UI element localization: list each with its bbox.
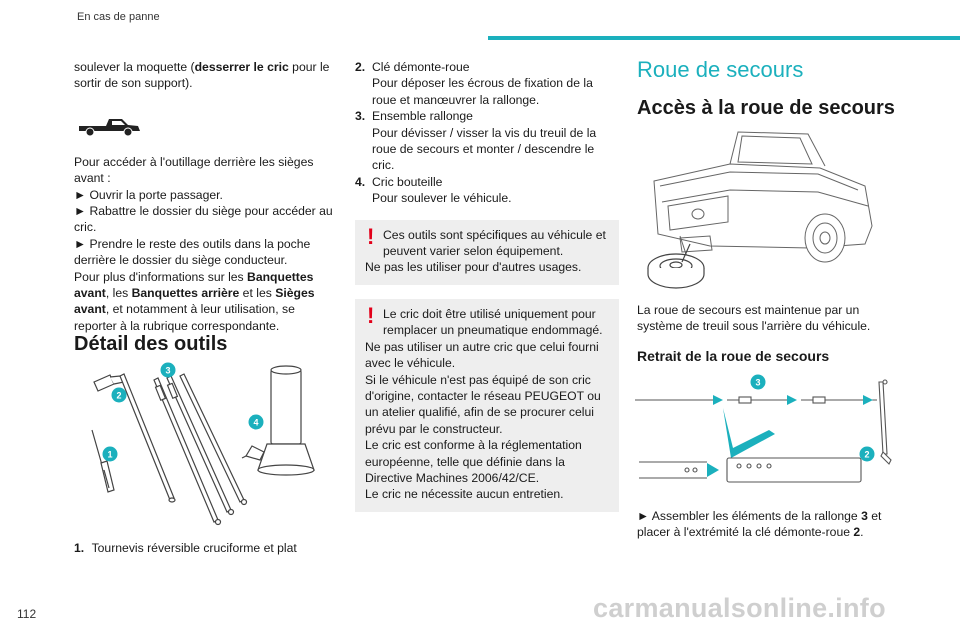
page-number: 112 bbox=[17, 607, 37, 621]
heading-tool-details: Détail des outils bbox=[74, 333, 228, 355]
arrow-icon bbox=[713, 395, 723, 405]
step-label-3 bbox=[751, 375, 766, 390]
column-2 bbox=[355, 59, 619, 512]
tool-item-4: 4. Cric bouteille Pour soulever le véhicule. bbox=[355, 174, 512, 206]
heading-spare-wheel-access: Accès à la roue de secours bbox=[637, 97, 895, 119]
access-intro: Pour accéder à l'outillage derrière les sièges avant : bbox=[74, 154, 314, 186]
tool-item-3: 3. Ensemble rallonge Pour dévisser / visser la vis du treuil de la roue de secours et monter / descendre le cric. bbox=[355, 109, 597, 173]
column-1 bbox=[74, 59, 336, 334]
tool-item-2: 2. Clé démonte-roue Pour déposer les écrous de fixation de la roue et manœuvrer la rallonge. bbox=[355, 60, 593, 107]
intro-paragraph: soulever la moquette (desserrer le cric pour le sortir de son support). bbox=[74, 60, 330, 91]
svg-text:1: 1 bbox=[107, 449, 113, 460]
section-heading-spare-wheel: Roue de secours bbox=[637, 57, 804, 82]
heading-spare-wheel-removal: Retrait de la roue de secours bbox=[637, 348, 830, 364]
tool-label-3 bbox=[161, 363, 176, 378]
svg-text:2: 2 bbox=[864, 449, 870, 460]
tool-item-1-text: Tournevis réversible cruciforme et plat bbox=[91, 541, 297, 555]
pickup-icon bbox=[76, 113, 146, 139]
section-title: En cas de panne bbox=[77, 11, 160, 23]
bullet-open-door: ► Ouvrir la porte passager. bbox=[74, 187, 223, 202]
more-info-paragraph: Pour plus d'informations sur les Banquettes avant, les Banquettes arrière et les Sièges avant, et notamment à leur utilisation, se reporter à la rubrique correspondante. bbox=[74, 269, 315, 333]
svg-text:3: 3 bbox=[755, 377, 761, 388]
header-accent-bar bbox=[488, 36, 960, 40]
tool-label-4 bbox=[249, 415, 264, 430]
arrow-icon bbox=[863, 395, 873, 405]
bullet-fold-seat: ► Rabattre le dossier du siège pour accéder au cric. bbox=[74, 204, 333, 235]
watermark: carmanualsonline.info bbox=[593, 593, 886, 623]
arrow-icon bbox=[707, 463, 719, 477]
spare-wheel-caption: La roue de secours est maintenue par un système de treuil sous l'arrière du véhicule. bbox=[637, 303, 871, 334]
step-label-2 bbox=[860, 447, 875, 462]
tool-item-1 bbox=[74, 540, 336, 556]
extension-assembly-illustration bbox=[627, 374, 897, 504]
step-assemble-extension: ► Assembler les éléments de la rallonge 3 et placer à l'extrémité la clé démonte-roue 2. bbox=[637, 509, 882, 540]
svg-text:4: 4 bbox=[253, 417, 259, 428]
tool-label-2 bbox=[112, 388, 127, 403]
svg-text:3: 3 bbox=[165, 365, 171, 376]
tool-item-1-number: 1. bbox=[74, 541, 85, 555]
warning-box-tools: ! Ces outils sont spécifiques au véhicule et peuvent varier selon équipement. Ne pas les utiliser pour d'autres usages. bbox=[355, 220, 619, 285]
arrow-icon bbox=[787, 395, 797, 405]
zoom-wedge bbox=[723, 408, 775, 458]
warning-box-jack: ! Le cric doit être utilisé uniquement pour remplacer un pneumatique endommagé. Ne pas utiliser un autre cric que celui fourni avec le véhicule. Si le véhicule n'est pas équipé de son cric d'origine, contacter le réseau PEUGEOT ou un atelier qualifié, afin de se procurer celui prévu par le constructeur. Le cric est conforme à la réglementation européenne, telle que définie dans la Directive Machines 2006/42/CE. Le cric ne nécessite aucun entretien. bbox=[355, 299, 619, 512]
tools-illustration bbox=[74, 360, 344, 530]
spare-wheel-access-illustration bbox=[640, 126, 880, 291]
svg-text:2: 2 bbox=[116, 390, 122, 401]
extension-rods-illustration bbox=[154, 374, 247, 525]
tool-list bbox=[355, 59, 619, 207]
tool-label-1 bbox=[103, 447, 118, 462]
warning-icon: ! bbox=[367, 302, 375, 328]
warning-icon: ! bbox=[367, 223, 375, 249]
bullet-take-tools: ► Prendre le reste des outils dans la poche derrière le dossier du siège conducteur. bbox=[74, 236, 311, 268]
